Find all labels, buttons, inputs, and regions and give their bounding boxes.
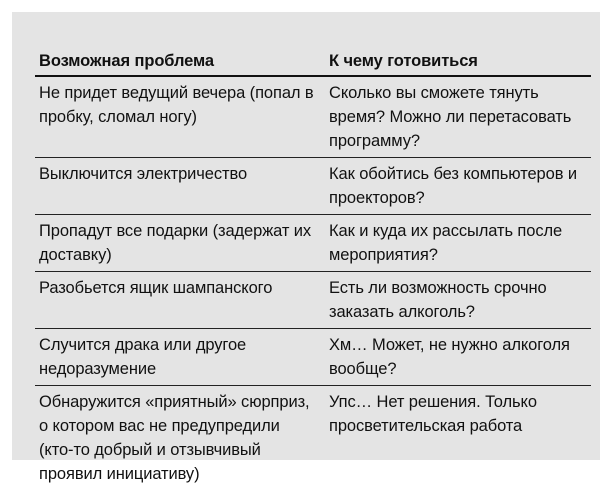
problem-cell: Случится драка или другое недоразумение: [35, 329, 323, 386]
preparation-cell: Как и куда их рассылать после мероприятия?: [323, 215, 591, 272]
table-row: [35, 386, 591, 490]
preparation-cell: Хм… Может, не нужно алкоголя вообще?: [323, 329, 591, 386]
preparation-cell: Есть ли возможность срочно заказать алкоголь?: [323, 272, 591, 329]
problem-cell: Выключится электричество: [35, 158, 323, 215]
problem-cell: Пропадут все подарки (задержат их доставку): [35, 215, 323, 272]
table-row: [35, 329, 591, 386]
preparation-cell: Упс… Нет решения. Только просветительская работа: [323, 386, 591, 490]
preparation-cell: Как обойтись без компьютеров и проекторов?: [323, 158, 591, 215]
preparation-cell: Сколько вы сможете тянуть время? Можно ли перетасовать программу?: [323, 76, 591, 158]
risk-table: [35, 42, 591, 490]
table-panel: [12, 12, 600, 460]
header-problem: Возможная проблема: [35, 42, 323, 76]
table-row: [35, 76, 591, 158]
problem-cell: Обнаружится «приятный» сюрприз, о котором вас не предупредили (кто-то добрый и отзывчивый проявил инициативу): [35, 386, 323, 490]
table-header-row: [35, 42, 591, 76]
table-row: [35, 158, 591, 215]
problem-cell: Не придет ведущий вечера (попал в пробку, сломал ногу): [35, 76, 323, 158]
table-row: [35, 272, 591, 329]
problem-cell: Разобьется ящик шампанского: [35, 272, 323, 329]
table-row: [35, 215, 591, 272]
header-preparation: К чему готовиться: [323, 42, 591, 76]
